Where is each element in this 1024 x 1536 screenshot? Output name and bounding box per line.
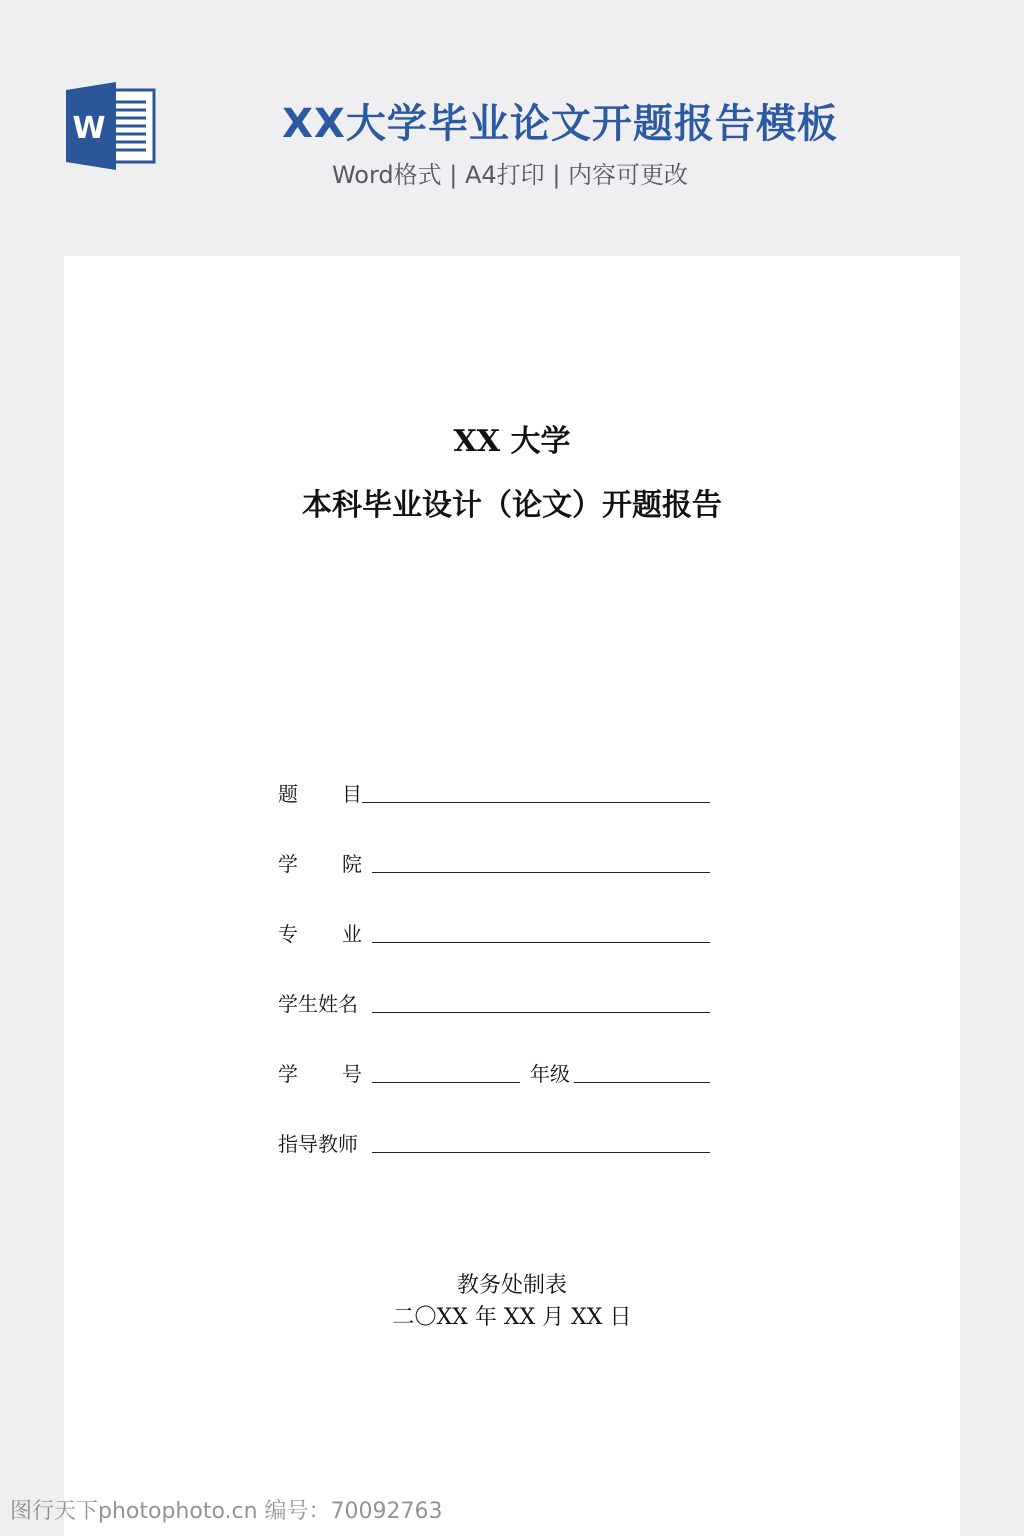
- report-title: 本科毕业设计（论文）开题报告: [302, 488, 722, 523]
- word-document-icon: [64, 82, 156, 170]
- grade-label: 年级: [530, 1062, 570, 1086]
- student-name-row: [278, 988, 778, 1018]
- student-name-input-line[interactable]: [372, 1012, 710, 1013]
- advisor-input-line[interactable]: [372, 1152, 710, 1153]
- page-subtitle: Word格式 | A4打印 | 内容可更改: [331, 161, 689, 189]
- grade-input-line[interactable]: [574, 1082, 710, 1083]
- advisor-label: 指导教师: [278, 1132, 358, 1156]
- page-title: XX大学毕业论文开题报告模板: [282, 101, 838, 147]
- svg-text:W: W: [72, 111, 106, 146]
- major-row: 专 业: [278, 918, 778, 948]
- major-input-line[interactable]: [372, 942, 710, 943]
- student-id-input-line[interactable]: [372, 1082, 520, 1083]
- university-name: XX 大学: [453, 424, 571, 459]
- college-row: 学 院: [278, 848, 778, 878]
- date-text: 二〇XX 年 XX 月 XX 日: [392, 1305, 632, 1330]
- topic-input-line[interactable]: [362, 802, 710, 803]
- watermark-text: 图行天下photophoto.cn 编号：70092763: [10, 1499, 443, 1524]
- advisor-row: [278, 1128, 778, 1158]
- document-page: [64, 256, 960, 1536]
- topic-row: 题 目: [278, 778, 778, 808]
- college-input-line[interactable]: [372, 872, 710, 873]
- issuer-text: 教务处制表: [456, 1273, 567, 1298]
- student-name-label: 学生姓名: [278, 992, 358, 1016]
- student-id-row: 学 号 年级: [278, 1058, 778, 1088]
